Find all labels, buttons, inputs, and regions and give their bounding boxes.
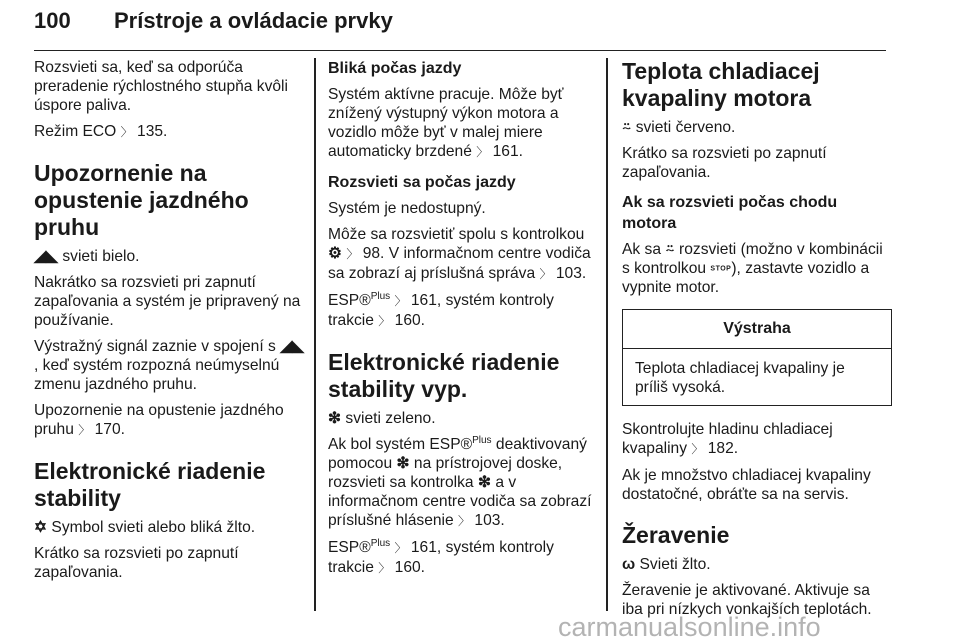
esp-ref-link[interactable]: 161,	[410, 292, 442, 309]
coolant-status-text: ⍨ svieti červeno.	[622, 119, 736, 136]
lit-unavailable-text: Systém je nedostupný.	[328, 200, 486, 217]
column-divider	[314, 58, 316, 611]
preheat-icon: ω	[622, 556, 636, 574]
esp-ref-link-2[interactable]: 161,	[410, 539, 442, 556]
ref-arrow-icon: 〉	[458, 514, 471, 528]
ref-arrow-icon: 〉	[394, 294, 407, 308]
blink-text: Systém aktívne pracuje. Môže byť znížený výstupný výkon motora a vozidlo môže byť v malej miere automaticky brzdené 〉 161.	[328, 86, 564, 160]
ref-arrow-icon: 〉	[120, 125, 133, 139]
ref-arrow-icon: 〉	[691, 442, 704, 457]
esp-status-text: ✡ Symbol svieti alebo bliká žlto.	[34, 519, 256, 536]
ref-arrow-icon: 〉	[378, 561, 391, 575]
warning-box	[622, 309, 892, 406]
running-heading: Ak sa rozsvieti počas chodu motora	[622, 194, 838, 232]
watermark: carmanualsonline.info	[558, 612, 821, 642]
lane-ready-text: Nakrátko sa rozsvieti pri zapnutí zapaľovania a systém je pripravený na používanie.	[34, 274, 301, 329]
lane-departure-icon: ◢◣	[34, 248, 58, 265]
coolant-ref-link[interactable]: 182.	[707, 440, 739, 458]
eco-mode-link[interactable]: 135.	[137, 123, 168, 140]
ref-arrow-icon: 〉	[78, 423, 91, 437]
lit-combo-text: Môže sa rozsvietiť spolu s kontrolkou ⚙ 〉 98. V informačnom centre vodiča sa zobrazí aj príslušná správa 〉 103.	[328, 226, 591, 282]
coolant-temperature-icon: ⍨	[665, 241, 675, 258]
lit-esp-text: ESP®$^{Plus}$ 〉 161, systém kontroly trakcie 〉 160.	[328, 290, 554, 329]
preheat-heading: Žeravenie	[622, 522, 730, 549]
esp-off-icon: ❇	[396, 455, 410, 472]
lane-ref-text: Upozornenie na opustenie jazdného pruhu 〉 170.	[34, 402, 284, 438]
coolant-start-text: Krátko sa rozsvieti po zapnutí zapaľovania.	[622, 145, 827, 181]
lit-ref-link-2[interactable]: 103.	[555, 265, 587, 282]
lit-ref-link[interactable]: 98.	[362, 245, 385, 262]
esp-off-status-text: ❇ svieti zeleno.	[328, 410, 436, 427]
blink-ref-link[interactable]: 161.	[492, 143, 523, 160]
column-right	[622, 58, 892, 626]
warning-title: Výstraha	[623, 310, 891, 349]
warning-text: Teplota chladiacej kvapaliny je príliš vysoká.	[635, 360, 845, 397]
lit-heading: Rozsvieti sa počas jazdy	[328, 174, 516, 191]
esp-off-esp-text: ESP®$^{Plus}$ 〉 161, systém kontroly trakcie 〉 160.	[328, 537, 554, 576]
esp-off-heading: Elektronické riadenie stability vyp.	[328, 349, 560, 402]
lane-departure-heading: Upozornenie na opustenie jazdného pruhu	[34, 160, 249, 240]
lane-warning-text: Výstražný signál zaznie v spojení s ◢◣, keď systém rozpozná neúmyselnú zmenu jazdného pruhu.	[34, 338, 305, 393]
ref-arrow-icon: 〉	[378, 314, 391, 328]
lane-status-text: ◢◣ svieti bielo.	[34, 248, 140, 265]
preheat-status-text: ω Svieti žlto.	[622, 556, 711, 574]
column-middle	[328, 58, 596, 585]
lane-ref-link[interactable]: 170.	[94, 421, 125, 438]
ref-arrow-icon: 〉	[394, 541, 407, 555]
esp-off-deactivated-text: Ak bol systém ESP®$^{Plus}$ deaktivovaný pomocou ❇ na prístrojovej doske, rozsvieti sa kontrolka ❇ a v informačnom centre vodiča sa zobrazí príslušné hlásenie 〉 103.	[328, 434, 592, 529]
blink-heading: Bliká počas jazdy	[328, 60, 462, 77]
traction-ref-link-2[interactable]: 160.	[394, 559, 425, 576]
page-number: 100	[34, 8, 71, 33]
esp-off-icon: ❇	[328, 410, 342, 427]
msg-ref-link[interactable]: 103.	[474, 512, 505, 529]
ref-arrow-icon: 〉	[346, 247, 359, 261]
esp-icon: ✡	[34, 519, 48, 536]
page-header	[34, 4, 886, 51]
coolant-heading: Teplota chladiacej kvapaliny motora	[622, 58, 820, 111]
running-text: Ak sa ⍨ rozsvieti (možno v kombinácii s kontrolkou STOP), zastavte vozidlo a vypnite motor.	[622, 241, 883, 297]
coolant-temperature-icon: ⍨	[622, 119, 632, 136]
column-divider	[606, 58, 608, 611]
esp-start-text: Krátko sa rozsvieti po zapnutí zapaľovania.	[34, 545, 239, 581]
page-title: Prístroje a ovládacie prvky	[114, 8, 393, 33]
stop-icon: STOP	[710, 265, 732, 273]
preheat-info-text: Žeravenie je aktivované. Aktivuje sa iba pri nízkych vonkajších teplotách.	[622, 582, 872, 619]
ref-arrow-icon: 〉	[476, 145, 489, 159]
esp-off-icon: ❇	[477, 474, 492, 491]
column-left	[34, 58, 306, 589]
check-level-text: Skontrolujte hladinu chladiacej kvapaliny 〉 182.	[622, 421, 833, 458]
traction-ref-link[interactable]: 160.	[394, 312, 425, 329]
eco-mode-text: Režim ECO 〉 135.	[34, 123, 168, 140]
ref-arrow-icon: 〉	[539, 267, 552, 281]
eco-shift-text: Rozsvieti sa, keď sa odporúča preradenie rýchlostného stupňa kvôli úspore paliva.	[34, 59, 288, 114]
steering-warning-icon: ⚙	[328, 245, 342, 262]
esp-heading: Elektronické riadenie stability	[34, 458, 266, 511]
service-text: Ak je množstvo chladiacej kvapaliny dostatočné, obráťte sa na servis.	[622, 467, 871, 504]
lane-departure-icon: ◢◣	[280, 338, 305, 355]
